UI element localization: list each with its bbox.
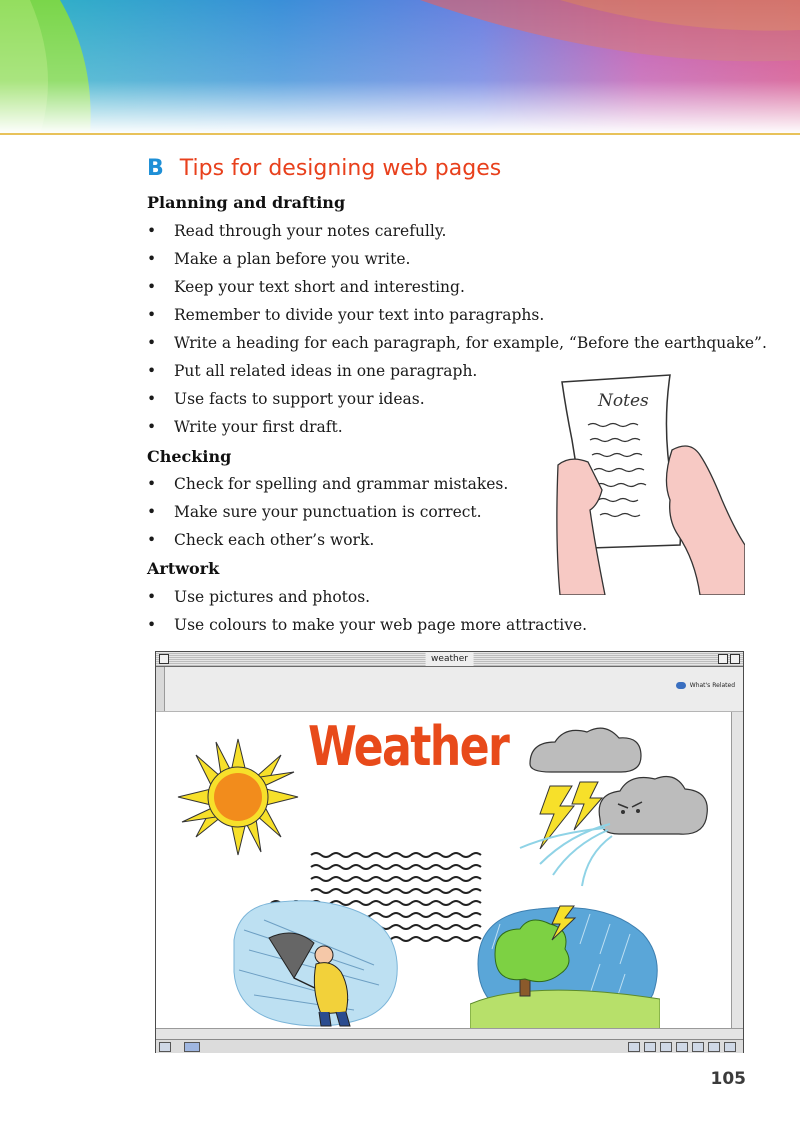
address-book-icon[interactable] (692, 1042, 704, 1052)
window-titlebar[interactable] (156, 652, 743, 667)
web-page-content (158, 712, 731, 1028)
rain-tree-icon (470, 904, 660, 1028)
toolbar-collapse-tab[interactable] (156, 667, 165, 711)
list-item: • Check for spelling and grammar mistakes. (147, 475, 509, 493)
vertical-scrollbar[interactable] (731, 712, 743, 1028)
composer-icon[interactable] (676, 1042, 688, 1052)
page-number: 105 (710, 1069, 746, 1089)
bullet-icon: • (147, 278, 157, 296)
bullet-icon: • (147, 475, 157, 493)
list-item: • Keep your text short and interesting. (147, 278, 465, 296)
list-item: • Write a heading for each paragraph, for example, “Before the earthquake”. (147, 334, 767, 352)
list-item: • Put all related ideas in one paragraph. (147, 362, 478, 380)
bullet-icon: • (147, 616, 157, 634)
list-item: • Use colours to make your web page more attractive. (147, 616, 588, 634)
storm-cloud-icon (510, 724, 720, 889)
connection-icon[interactable] (184, 1042, 200, 1052)
toolbar-icon[interactable] (628, 1042, 640, 1052)
bullet-icon: • (147, 418, 157, 436)
list-item: • Check each other’s work. (147, 531, 375, 549)
window-title: weather (425, 652, 474, 666)
notes-label: Notes (598, 391, 649, 411)
section-heading (147, 156, 501, 181)
checking-heading: Checking (147, 447, 232, 466)
edit-icon[interactable] (708, 1042, 720, 1052)
artwork-heading: Artwork (147, 559, 220, 578)
close-box-icon[interactable] (159, 654, 169, 664)
browser-window (155, 651, 744, 1053)
section-letter: B (147, 156, 164, 181)
bullet-icon: • (147, 306, 157, 324)
bullet-icon: • (147, 390, 157, 408)
related-icon (676, 682, 686, 689)
list-item: • Use facts to support your ideas. (147, 390, 425, 408)
resize-grip-icon[interactable] (724, 1042, 736, 1052)
list-item: • Use pictures and photos. (147, 588, 371, 606)
notes-illustration (550, 370, 745, 595)
weather-heading: Weather (308, 715, 509, 778)
list-item: • Write your first draft. (147, 418, 343, 436)
zoom-box-icon[interactable] (718, 654, 728, 664)
bullet-icon: • (147, 588, 157, 606)
list-item: • Read through your notes carefully. (147, 222, 447, 240)
bullet-icon: • (147, 250, 157, 268)
list-item: • Remember to divide your text into paragraphs. (147, 306, 545, 324)
decorative-banner (0, 0, 800, 134)
banner-divider (0, 133, 800, 135)
list-item: • Make sure your punctuation is correct. (147, 503, 482, 521)
section-title-text: Tips for designing web pages (179, 156, 502, 181)
whats-related-button[interactable]: What's Related (676, 682, 735, 689)
bullet-icon: • (147, 531, 157, 549)
bullet-icon: • (147, 503, 157, 521)
mail-icon[interactable] (660, 1042, 672, 1052)
bullet-icon: • (147, 362, 157, 380)
planning-heading: Planning and drafting (147, 193, 346, 212)
windy-weather-icon (224, 900, 399, 1028)
status-bar (156, 1039, 743, 1053)
sun-icon (176, 737, 301, 857)
list-item: • Make a plan before you write. (147, 250, 411, 268)
navigator-icon[interactable] (644, 1042, 656, 1052)
security-icon[interactable] (159, 1042, 171, 1052)
collapse-box-icon[interactable] (730, 654, 740, 664)
bullet-icon: • (147, 222, 157, 240)
browser-toolbar (156, 667, 743, 712)
bullet-icon: • (147, 334, 157, 352)
